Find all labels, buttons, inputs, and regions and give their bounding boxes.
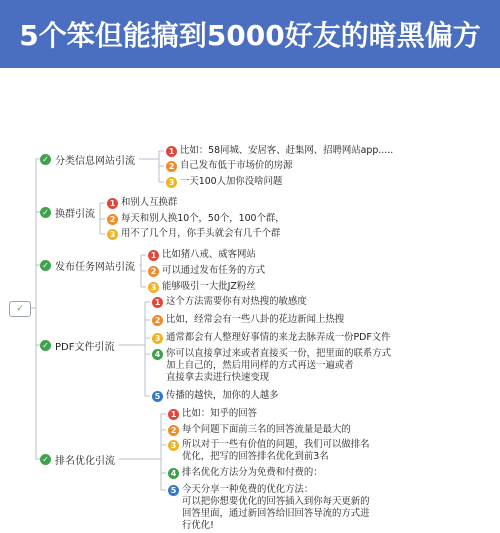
leaf-item[interactable] [152, 348, 391, 384]
number-badge-icon: 3 [168, 440, 179, 451]
number-badge-icon: 4 [168, 468, 179, 479]
leaf-text: 比如：58同城、安居客、赶集网、招聘网站app..... [180, 145, 394, 156]
leaf-item[interactable] [168, 408, 257, 420]
branch-node[interactable] [40, 152, 135, 167]
leaf-text: 每个问题下面前三名的回答流量是最大的 [182, 424, 351, 435]
branch-node[interactable] [40, 452, 115, 467]
branch-label: 排名优化引流 [55, 456, 115, 467]
number-badge-icon: 1 [152, 297, 163, 308]
leaf-text: 传播的越快，加你的人越多 [166, 390, 279, 401]
number-badge-icon: 4 [152, 349, 163, 360]
leaf-item[interactable] [168, 439, 370, 463]
leaf-text: 比如，经常会有一些八卦的花边新闻上热搜 [166, 314, 345, 325]
number-badge-icon: 1 [166, 146, 177, 157]
number-badge-icon: 1 [148, 250, 159, 261]
branch-node[interactable] [40, 258, 135, 273]
leaf-text: 每天和别人换10个，50个，100个群， [121, 213, 285, 224]
branch-label: 分类信息网站引流 [55, 156, 135, 167]
root-branch-connector [30, 159, 40, 308]
root-branch-connector [30, 308, 40, 459]
leaf-item[interactable] [152, 296, 307, 308]
check-icon: ✓ [40, 260, 51, 271]
number-badge-icon: 1 [107, 198, 118, 209]
leaf-text: 这个方法需要你有对热搜的敏感度 [166, 296, 307, 307]
check-icon: ✓ [16, 303, 24, 314]
root-branch-connector [30, 265, 40, 308]
leaf-text: 自己发布低于市场价的房源 [180, 160, 293, 171]
number-badge-icon: 2 [152, 315, 163, 326]
leaf-text: 一天100人加你没啥问题 [180, 176, 283, 187]
leaf-item[interactable] [152, 390, 279, 402]
leaf-item[interactable] [148, 265, 265, 277]
leaf-item[interactable] [107, 197, 177, 209]
branch-label: 发布任务网站引流 [55, 262, 135, 273]
leaf-item[interactable] [166, 145, 393, 157]
leaf-item[interactable] [168, 467, 323, 479]
leaf-text: 通常都会有人整理好事情的来龙去脉弄成一份PDF文件 [166, 332, 391, 343]
leaf-text: 能够吸引一大批JZ粉丝 [162, 281, 256, 292]
leaf-text: 可以通过发布任务的方式 [162, 265, 266, 276]
page-title: 5个笨但能搞到5000好友的暗黑偏方 [19, 19, 481, 52]
number-badge-icon: 3 [152, 333, 163, 344]
leaf-text: 用不了几个月，你手头就会有几千个群 [121, 228, 281, 239]
leaf-item[interactable] [148, 249, 256, 261]
leaf-item[interactable] [107, 228, 280, 240]
leaf-item[interactable] [107, 213, 285, 225]
leaf-item[interactable] [168, 424, 351, 436]
leaf-text: 比如猪八戒、威客网站 [162, 249, 256, 260]
number-badge-icon: 3 [148, 282, 159, 293]
leaf-text: 比如：知乎的回答 [182, 408, 258, 419]
number-badge-icon: 2 [107, 214, 118, 225]
leaf-item[interactable] [166, 160, 293, 172]
number-badge-icon: 3 [107, 229, 118, 240]
root-branch-connector [30, 212, 40, 308]
leaf-text: 所以对于一些有价值的问题，我们可以做排名 优化，把写的回答排名优化到前3名 [182, 439, 370, 462]
leaf-item[interactable] [152, 314, 344, 326]
leaf-item[interactable] [152, 332, 391, 344]
number-badge-icon: 3 [166, 177, 177, 188]
check-icon: ✓ [40, 340, 51, 351]
number-badge-icon: 2 [168, 425, 179, 436]
number-badge-icon: 1 [168, 409, 179, 420]
number-badge-icon: 5 [152, 391, 163, 402]
branch-node[interactable] [40, 338, 114, 353]
root-node[interactable] [9, 301, 31, 317]
leaf-text: 你可以直接拿过来或者直接买一份，把里面的联系方式 加上自己的，然后用同样的方式再送一遍或者 直接拿去卖进行快速变现 [166, 348, 392, 383]
leaf-item[interactable] [148, 281, 256, 293]
leaf-item[interactable] [168, 484, 370, 532]
number-badge-icon: 5 [168, 485, 179, 496]
number-badge-icon: 2 [166, 161, 177, 172]
leaf-text: 和别人互换群 [121, 197, 178, 208]
root-branch-connector [30, 308, 40, 345]
check-icon: ✓ [40, 207, 51, 218]
leaf-item[interactable] [166, 176, 282, 188]
leaf-text: 排名优化方法分为免费和付费的： [182, 467, 323, 478]
check-icon: ✓ [40, 454, 51, 465]
check-icon: ✓ [40, 154, 51, 165]
branch-label: PDF文件引流 [55, 342, 115, 353]
branch-label: 换群引流 [55, 209, 95, 220]
number-badge-icon: 2 [148, 266, 159, 277]
branch-node[interactable] [40, 205, 95, 220]
leaf-text: 今天分享一种免费的优化方法： 可以把你想要优化的回答插入到你每天更新的 回答里面，通过新回答给旧回答导流的方式进 行优化! [182, 484, 370, 531]
